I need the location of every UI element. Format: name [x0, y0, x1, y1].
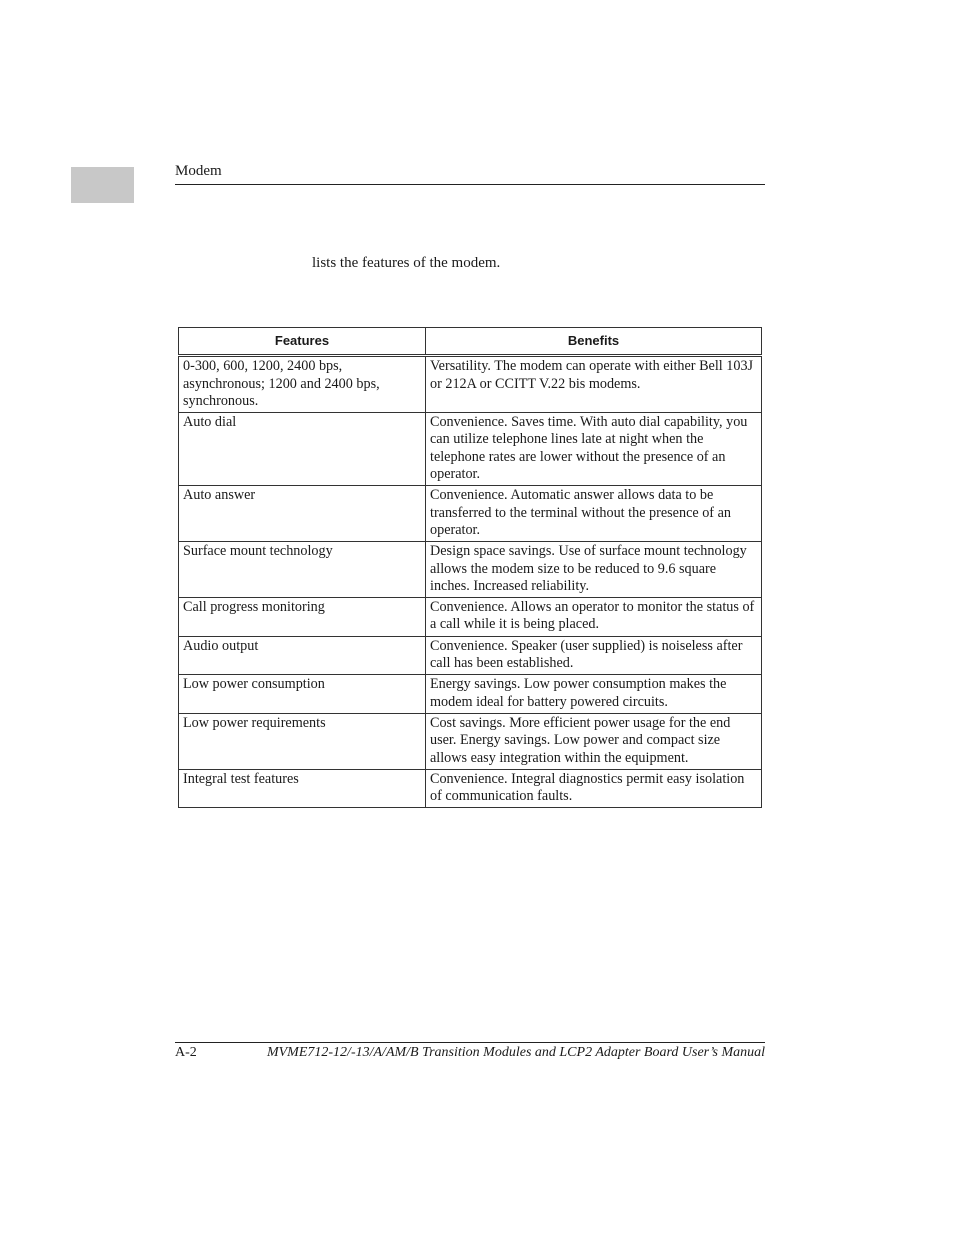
table-row: [179, 713, 762, 769]
page-header-title: Modem: [175, 163, 222, 179]
table-row: [179, 356, 762, 413]
column-header-features: Features: [179, 328, 426, 356]
table-row: [179, 486, 762, 542]
table-row: [179, 413, 762, 486]
feature-cell: Surface mount technology: [179, 542, 426, 598]
feature-cell: Auto dial: [179, 413, 426, 486]
column-header-benefits: Benefits: [426, 328, 762, 356]
feature-cell: Low power consumption: [179, 675, 426, 714]
benefit-cell: Versatility. The modem can operate with either Bell 103J or 212A or CCITT V.22 bis modems.: [426, 356, 762, 413]
benefit-cell: Convenience. Automatic answer allows data to be transferred to the terminal without the presence of an operator.: [426, 486, 762, 542]
feature-cell: Call progress monitoring: [179, 598, 426, 637]
benefit-cell: Convenience. Allows an operator to monitor the status of a call while it is being placed.: [426, 598, 762, 637]
benefit-cell: Convenience. Speaker (user supplied) is noiseless after call has been established.: [426, 636, 762, 675]
table-row: [179, 636, 762, 675]
feature-cell: Auto answer: [179, 486, 426, 542]
features-table: [178, 327, 762, 808]
benefit-cell: Convenience. Saves time. With auto dial capability, you can utilize telephone lines late at night when the telephone rates are lower without the presence of an operator.: [426, 413, 762, 486]
feature-cell: 0-300, 600, 1200, 2400 bps, asynchronous; 1200 and 2400 bps, synchronous.: [179, 356, 426, 413]
page-number: A-2: [175, 1045, 197, 1060]
header-divider: [175, 184, 765, 185]
manual-title: MVME712-12/-13/A/AM/B Transition Modules and LCP2 Adapter Board User’s Manual: [266, 1045, 765, 1060]
feature-cell: Low power requirements: [179, 713, 426, 769]
benefit-cell: Cost savings. More efficient power usage for the end user. Energy savings. Low power and compact size allows easy integration within the equipment.: [426, 713, 762, 769]
intro-text: lists the features of the modem.: [312, 255, 501, 271]
benefit-cell: Convenience. Integral diagnostics permit easy isolation of communication faults.: [426, 769, 762, 808]
table-header-row: [179, 328, 762, 356]
table-row: [179, 598, 762, 637]
benefit-cell: Energy savings. Low power consumption makes the modem ideal for battery powered circuits.: [426, 675, 762, 714]
table-row: [179, 675, 762, 714]
feature-cell: Integral test features: [179, 769, 426, 808]
feature-cell: Audio output: [179, 636, 426, 675]
table-row: [179, 769, 762, 808]
footer-divider: [175, 1042, 765, 1043]
chapter-tab-marker: [71, 167, 134, 203]
benefit-cell: Design space savings. Use of surface mount technology allows the modem size to be reduced to 9.6 square inches. Increased reliability.: [426, 542, 762, 598]
table-row: [179, 542, 762, 598]
